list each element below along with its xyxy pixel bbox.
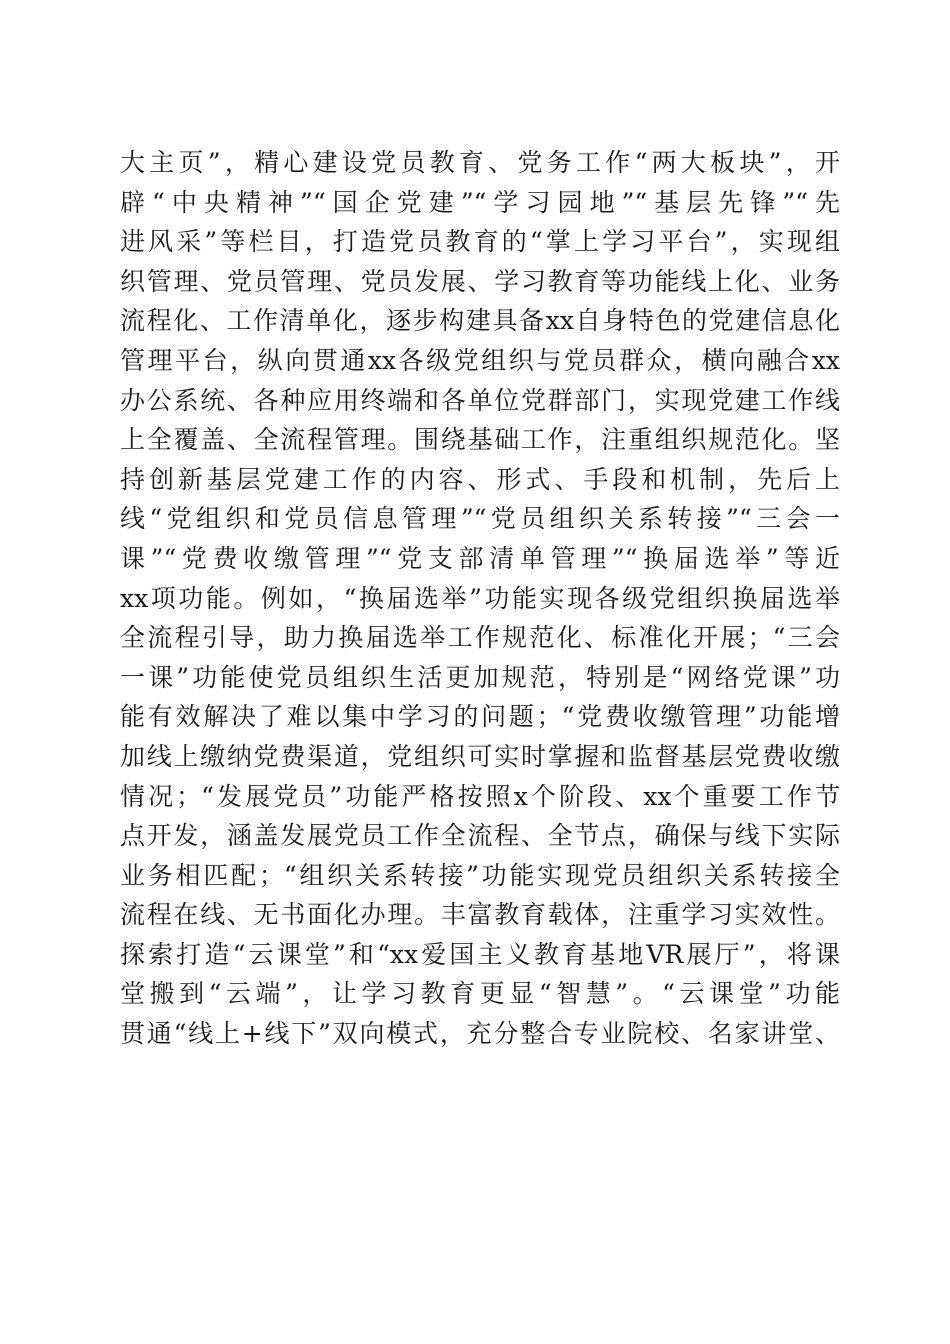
text-line: 加线上缴纳党费渠道，党组织可实时掌握和监督基层党费收缴 <box>120 741 840 771</box>
text-line: 管理平台，纵向贯通xx各级党组织与党员群众，横向融合xx <box>120 345 840 375</box>
text-line: 大主页”，精心建设党员教育、党务工作“两大板块”，开 <box>120 148 840 177</box>
text-line: 一课”功能使党员组织生活更加规范，特别是“网络党课”功 <box>120 662 840 692</box>
text-line: 持创新基层党建工作的内容、形式、手段和机制，先后上 <box>120 464 840 494</box>
text-line: 线“党组织和党员信息管理”“党员组织关系转接”“三会一 <box>120 504 840 534</box>
text-line: 堂搬到“云端”，让学习教育更显“智慧”。“云课堂”功能 <box>120 979 840 1009</box>
text-line: 进风采”等栏目，打造党员教育的“掌上学习平台”，实现组 <box>120 227 840 257</box>
text-line: 业务相匹配；“组织关系转接”功能实现党员组织关系转接全 <box>120 860 840 890</box>
text-line: 贯通“线上+线下”双向模式，充分整合专业院校、名家讲堂、 <box>120 1019 840 1049</box>
text-line: 流程化、工作清单化，逐步构建具备xx自身特色的党建信息化 <box>120 306 840 336</box>
text-line: xx项功能。例如，“换届选举”功能实现各级党组织换届选举 <box>120 583 840 613</box>
text-line: 课”“党费收缴管理”“党支部清单管理”“换届选举”等近 <box>120 543 840 573</box>
body-paragraph <box>120 143 840 1054</box>
text-line: 办公系统、各种应用终端和各单位党群部门，实现党建工作线 <box>120 385 840 415</box>
text-line: 全流程引导，助力换届选举工作规范化、标准化开展；“三会 <box>120 623 840 653</box>
text-line: 上全覆盖、全流程管理。围绕基础工作，注重组织规范化。坚 <box>120 425 840 455</box>
text-line: 探索打造“云课堂”和“xx爱国主义教育基地VR展厅”，将课 <box>120 939 840 969</box>
text-line: 流程在线、无书面化办理。丰富教育载体，注重学习实效性。 <box>120 900 840 930</box>
text-line: 织管理、党员管理、党员发展、学习教育等功能线上化、业务 <box>120 266 840 296</box>
text-line: 能有效解决了难以集中学习的问题；“党费收缴管理”功能增 <box>120 702 840 732</box>
text-line: 情况；“发展党员”功能严格按照x个阶段、xx个重要工作节 <box>120 781 840 811</box>
text-line: 辟“中央精神”“国企党建”“学习园地”“基层先锋”“先 <box>120 187 840 217</box>
text-line: 点开发，涵盖发展党员工作全流程、全节点，确保与线下实际 <box>120 821 840 851</box>
